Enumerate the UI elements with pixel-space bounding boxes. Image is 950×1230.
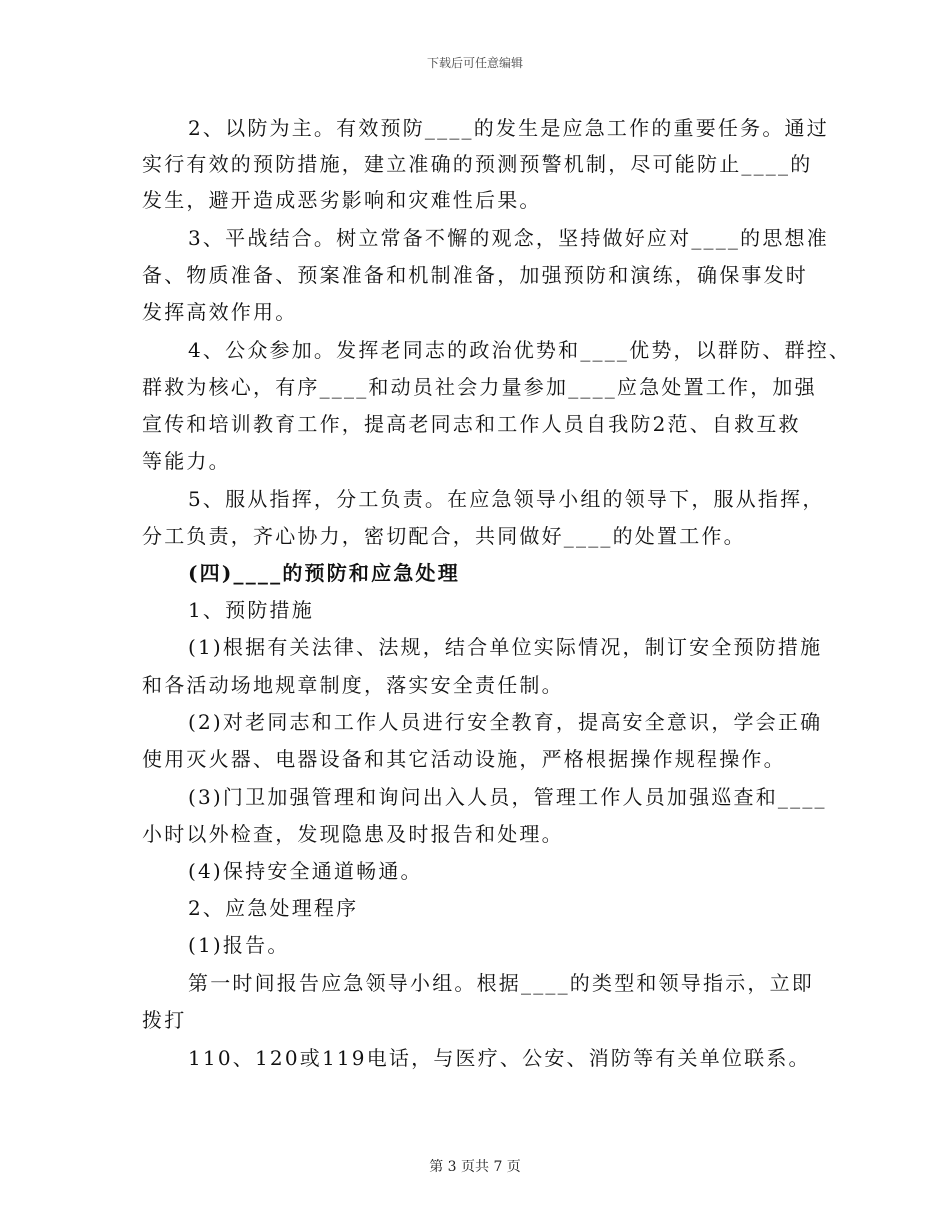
subsection-heading: 1、预防措施 — [188, 598, 314, 622]
paragraph-line: 2、以防为主。有效预防____的发生是应急工作的重要任务。通过 — [188, 116, 829, 140]
paragraph-line: 5、服从指挥，分工负责。在应急领导小组的领导下，服从指挥， — [188, 487, 825, 511]
paragraph-line: 110、120或119电话，与医疗、公安、消防等有关单位联系。 — [188, 1046, 811, 1070]
paragraph-line: 和各活动场地规章制度，落实安全责任制。 — [142, 673, 564, 697]
page-footer: 第 3 页共 7 页 — [429, 1159, 521, 1175]
paragraph-line: 宣传和培训教育工作，提高老同志和工作人员自我防2范、自救互救 — [142, 412, 801, 436]
paragraph-line: 小时以外检查，发现隐患及时报告和处理。 — [142, 822, 564, 846]
paragraph-line: 备、物质准备、预案准备和机制准备，加强预防和演练，确保事发时 — [142, 263, 808, 287]
paragraph-line: 拨打 — [142, 1008, 187, 1032]
paragraph-line: (4)保持安全通道畅通。 — [188, 859, 423, 883]
page-header: 下载后可任意编辑 — [426, 56, 523, 70]
paragraph-line: 发挥高效作用。 — [142, 300, 298, 324]
section-heading: (四)____的预防和应急处理 — [188, 561, 460, 585]
paragraph-line: (3)门卫加强管理和询问出入人员，管理工作人员加强巡查和____ — [188, 785, 827, 809]
paragraph-line: 3、平战结合。树立常备不懈的观念，坚持做好应对____的思想准 — [188, 226, 829, 250]
paragraph-line: 4、公众参加。发挥老同志的政治优势和____优势，以群防、群控、 — [188, 338, 852, 362]
paragraph-line: 使用灭火器、电器设备和其它活动设施，严格根据操作规程操作。 — [142, 747, 786, 771]
paragraph-line: (1)根据有关法律、法规，结合单位实际情况，制订安全预防措施 — [188, 635, 823, 659]
paragraph-line: 群救为核心，有序____和动员社会力量参加____应急处置工作，加强 — [142, 375, 817, 399]
paragraph-line: 发生，避开造成恶劣影响和灾难性后果。 — [142, 188, 542, 212]
paragraph-line: 第一时间报告应急领导小组。根据____的类型和领导指示，立即 — [188, 971, 814, 995]
paragraph-line: 实行有效的预防措施，建立准确的预测预警机制，尽可能防止____的 — [142, 152, 813, 176]
paragraph-line: 分工负责，齐心协力，密切配合，共同做好____的处置工作。 — [142, 524, 746, 548]
paragraph-line: (2)对老同志和工作人员进行安全教育，提高安全意识，学会正确 — [188, 710, 823, 734]
subsection-heading: 2、应急处理程序 — [188, 896, 359, 920]
paragraph-line: (1)报告。 — [188, 933, 290, 957]
paragraph-line: 等能力。 — [142, 449, 231, 473]
